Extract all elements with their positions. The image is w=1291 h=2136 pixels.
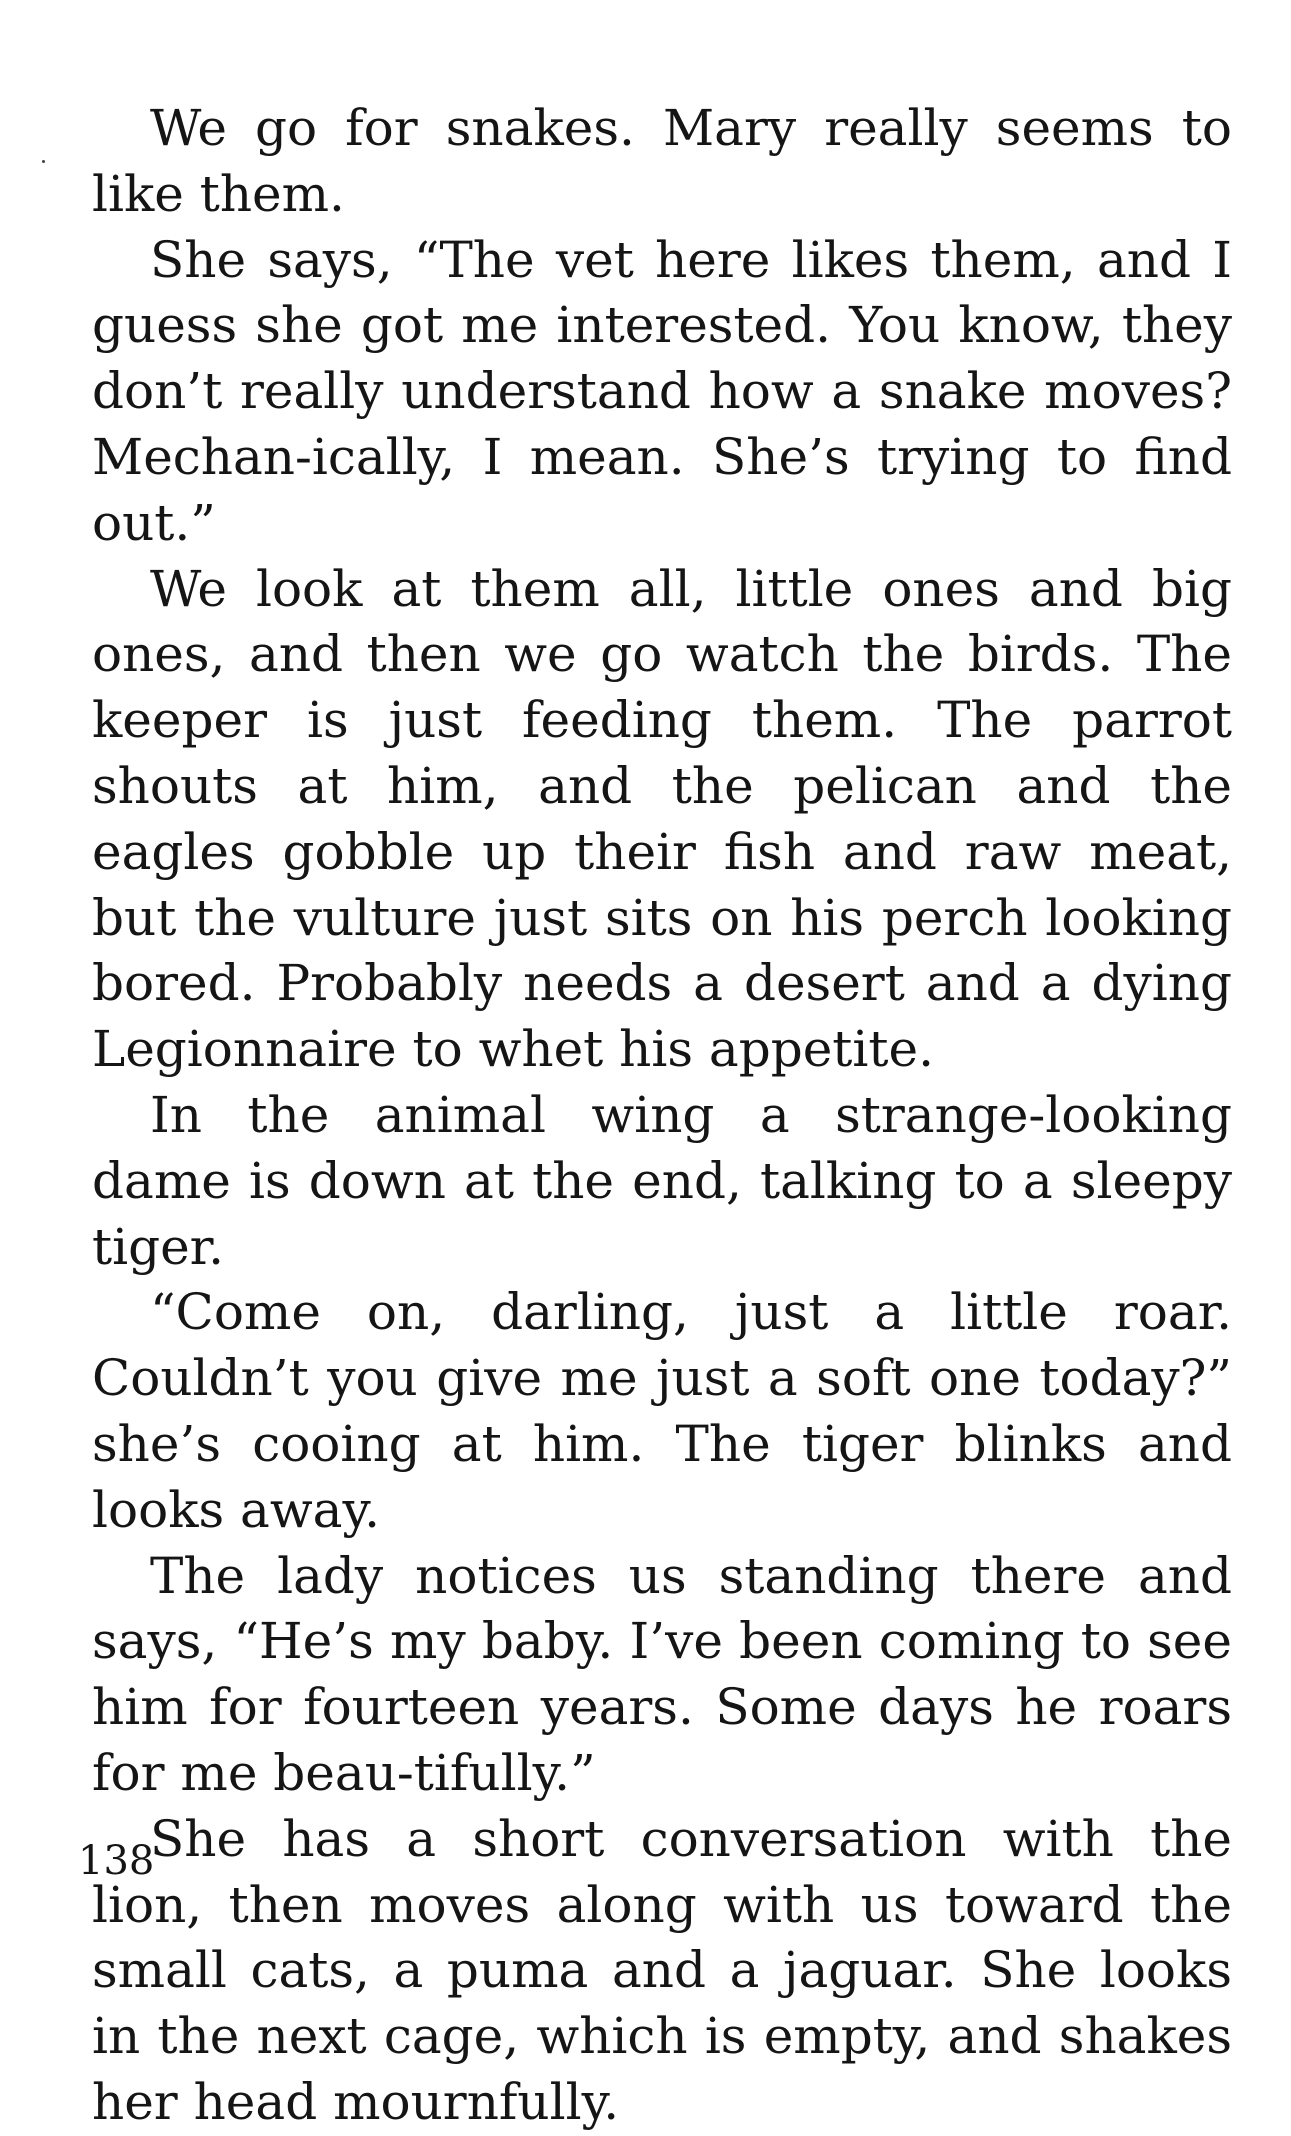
- paragraph-1: We go for snakes. Mary really seems to like them.: [92, 99, 1232, 223]
- paragraph-6: The lady notices us standing there and says, “He’s my baby. I’ve been coming to see him for fourteen years. Some days he roars for me beau-tifully.”: [92, 1546, 1232, 1802]
- paragraph-3: We look at them all, little ones and big ones, and then we go watch the birds. The keeper is just feeding them. The parrot shouts at him, and the pelican and the eagles gobble up their fish and raw meat, but the vulture just sits on his perch looking bored. Probably needs a desert and a dying Legionnaire to whet his appetite.: [92, 559, 1232, 1079]
- page-number: 138: [78, 1838, 155, 1884]
- paragraph-4: In the animal wing a strange-looking dame is down at the end, talking to a sleepy tiger.: [92, 1085, 1232, 1276]
- paragraph-2: She says, “The vet here likes them, and I guess she got me interested. You know, they don’t really understand how a snake moves? Mechan-ically, I mean. She’s trying to find out.”: [92, 230, 1232, 552]
- body-text: [92, 96, 1232, 2136]
- scan-speck: [42, 160, 45, 163]
- paragraph-5: “Come on, darling, just a little roar. Couldn’t you give me just a soft one today?” she’s cooing at him. The tiger blinks and looks away.: [92, 1283, 1232, 1539]
- paragraph-7: She has a short conversation with the lion, then moves along with us toward the small cats, a puma and a jaguar. She looks in the next cage, which is empty, and shakes her head mournfully.: [92, 1809, 1232, 2131]
